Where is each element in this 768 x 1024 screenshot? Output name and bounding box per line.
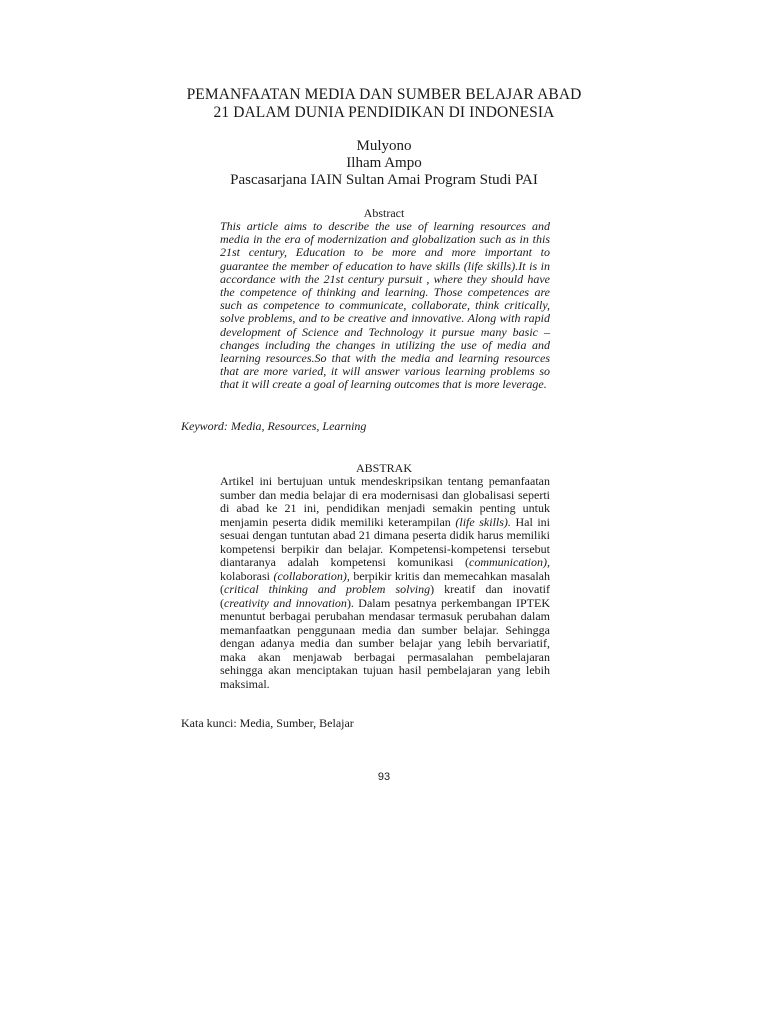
article-title-line-2: 21 DALAM DUNIA PENDIDIKAN DI INDONESIA: [213, 104, 555, 121]
article-title-line-1: PEMANFAATAN MEDIA DAN SUMBER BELAJAR ABAD: [186, 86, 582, 103]
abstrak-text: Hal ini sesuai dengan tuntutan abad 21 dimana peserta didik harus memiliki kompetensi berpikir dan belajar. Kompetensi-kompetensi tersebut diantaranya adalah kompetensi komunikasi (: [220, 514, 550, 569]
author-name: Ilham Ampo: [346, 155, 422, 171]
abstrak-term-critical-thinking: critical thinking and problem solving: [224, 582, 431, 596]
author-list: [150, 138, 618, 172]
article-title: [150, 86, 618, 122]
page-number: 93: [377, 771, 391, 783]
abstrak-text: ). Dalam pesatnya perkembangan IPTEK menuntut berbagai perubahan mendasar termasuk perubahan dalam memanfaatkan penggunaan media dan sumber belajar. Sehingga dengan adanya media dan sumber belajar yang lebih bervariatif, maka akan menjawab berbagai permasalahan pembelajaran sehingga akan menciptakan tujuan hasil pembelajaran yang lebih maksimal.: [220, 595, 550, 691]
abstrak-term-collaboration: (collaboration),: [273, 568, 350, 583]
abstrak-text: Artikel ini bertujuan untuk mendeskripsikan tentang pemanfaatan sumber dan media belajar di era modernisasi dan globalisasi seperti di abad ke 21 ini, pendidikan menjadi semakin penting untuk menjamin peserta didik memiliki keterampilan: [220, 474, 550, 529]
abstract-body: This article aims to describe the use of learning resources and media in the era of modernization and globalization such as in this 21st century, Education to be more and more important to guarantee the member of education to have skills (life skills).It is in accordance with the 21st century pursuit , where they should have the competence of thinking and learning. Those competences are such as competence to communicate, collaborate, think critically, solve problems, and to be creative and innovative. Along with rapid development of Science and Technology it pursue many basic – changes including the changes in utilizing the use of media and learning resources.So that with the media and learning resources that are more varied, it will answer various learning problems so that it will create a goal of learning outcomes that is more leverage.: [220, 219, 550, 392]
abstrak-keywords: Kata kunci: Media, Sumber, Belajar: [181, 716, 354, 730]
abstract-heading: Abstract: [363, 206, 405, 220]
abstrak-text: kolaborasi: [220, 568, 274, 583]
abstrak-term-creativity: creativity and innovation: [224, 595, 347, 610]
author-name: Mulyono: [356, 138, 412, 154]
abstrak-text: berpikir kritis dan memecahkan masalah (: [220, 568, 550, 596]
abstrak-text: ) kreatif dan inovatif (: [220, 582, 550, 610]
abstrak-body: [220, 475, 550, 691]
abstrak-term-communication: communication),: [469, 555, 550, 569]
abstract-keywords: Keyword: Media, Resources, Learning: [181, 419, 367, 433]
abstrak-term-life-skills: (life skills).: [455, 514, 511, 529]
author-affiliation: Pascasarjana IAIN Sultan Amai Program Studi PAI: [230, 172, 538, 188]
abstrak-heading: ABSTRAK: [355, 461, 412, 475]
